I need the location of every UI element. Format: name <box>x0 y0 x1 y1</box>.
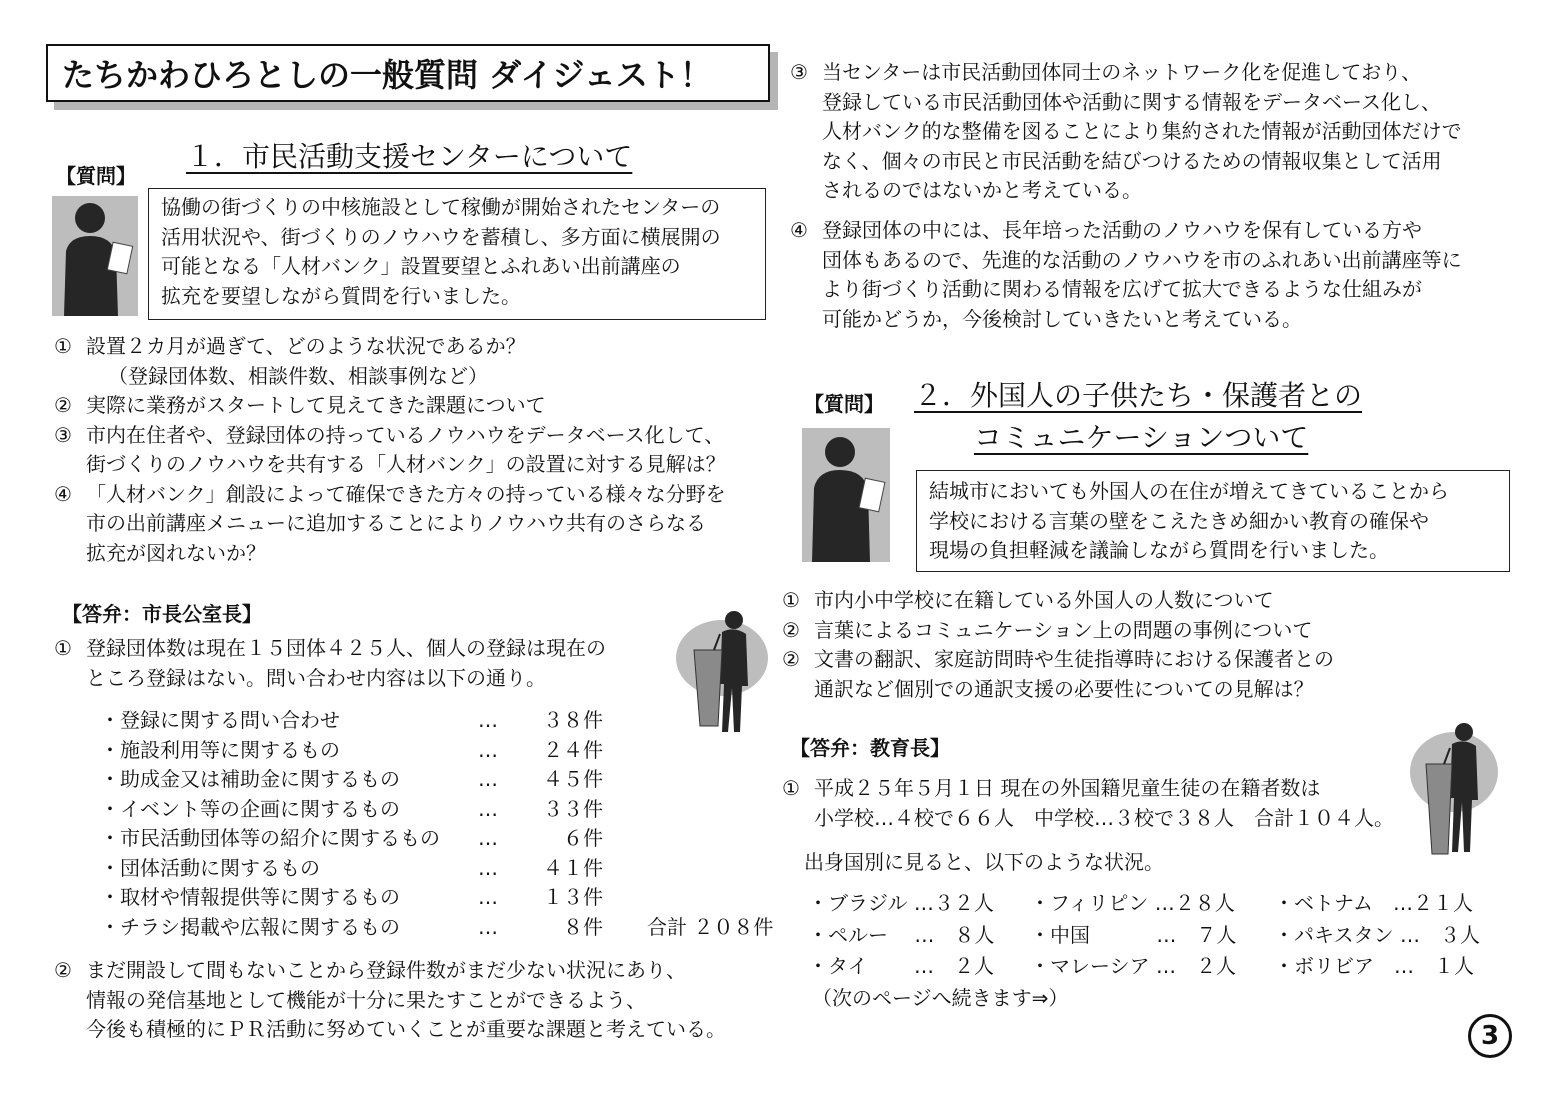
country-item: ・フィリピン …２８人 <box>1030 891 1235 915</box>
figure-head <box>75 203 105 233</box>
list-item: ④ 「人材バンク」創設によって確保できた方々の持っている様々な分野を <box>54 481 726 506</box>
list-item: ② まだ開設して間もないことから登録件数がまだ少ない状況にあり、 <box>54 958 686 982</box>
qbox2-line: 現場の負担軽減を議論しながら質問を行いました。 <box>929 538 1389 562</box>
podium-speaker-2 <box>1408 716 1508 856</box>
continued-note: （次のページへ続きます⇒） <box>812 986 1069 1010</box>
section1-questions <box>54 332 726 568</box>
section2-heading-line1: ２．外国人の子供たち・保護者との <box>914 379 1363 412</box>
list-item: ④ 登録団体の中には、長年培った活動のノウハウを保有している方や <box>790 218 1422 242</box>
podium <box>1426 764 1452 854</box>
figure-body <box>812 470 870 562</box>
list-item-cont: 小学校…４校で６６人 中学校…３校で３８人 合計１０４人。 <box>814 805 1394 830</box>
speaker-figure-2 <box>802 428 890 562</box>
figure-body <box>64 236 118 316</box>
table-row: ・施設利用等に関するもの … ２４件 <box>100 737 603 762</box>
list-item: ① 市内小中学校に在籍している外国人の人数について <box>782 588 1274 612</box>
list-item-cont: なく、個々の市民と市民活動を結びつけるための情報収集として活用 <box>822 148 1442 173</box>
list-item-cont: 通訳など個別での通訳支援の必要性についての見解は？ <box>814 676 1314 701</box>
country-item: ・ブラジル …３２人 <box>808 891 994 915</box>
country-item: ・ベトナム …２１人 <box>1274 891 1473 915</box>
list-item-cont: 可能かどうか，今後検討していきたいと考えている。 <box>822 306 1302 331</box>
question-box-1 <box>148 188 766 320</box>
qbox1-line: 可能となる「人材バンク」設置要望とふれあい出前講座の <box>161 254 681 278</box>
list-item-cont: 団体もあるので、先進的な活動のノウハウを市のふれあい出前講座等に <box>822 247 1462 272</box>
list-item-cont: 市の出前講座メニューに追加することによりノウハウ共有のさらなる <box>86 511 706 535</box>
table-row: ・取材や情報提供等に関するもの … １３件 <box>100 885 603 909</box>
list-item: ③ 当センターは市民活動団体同士のネットワーク化を促進しており、 <box>790 60 1422 84</box>
country-item: ・マレーシア … ２人 <box>1030 954 1236 978</box>
country-grid <box>808 888 1514 983</box>
list-item: ② 実際に業務がスタートして見えてきた課題について <box>54 393 546 417</box>
list-item-cont: より街づくり活動に関わる情報を広げて拡大できるような仕組みが <box>822 277 1422 301</box>
country-item: ・タイ … ２人 <box>808 954 994 978</box>
figure-head <box>1455 723 1473 741</box>
table-row: ・イベント等の企画に関するもの … ３３件 <box>100 796 603 821</box>
list-item-cont: 拡充が図れないか？ <box>86 540 266 565</box>
country-item: ・ボリビア … １人 <box>1274 954 1474 978</box>
section2-heading-line2: コミュニケーションついて <box>974 421 1309 454</box>
country-item: ・パキスタン … ３人 <box>1274 922 1480 947</box>
section1-heading: １．市民活動支援センターについて <box>186 140 633 173</box>
list-item-cont: されるのではないかと考えている。 <box>822 178 1142 202</box>
answer-label-1: 【答弁：市長公室長】 <box>62 602 262 626</box>
qbox2-line: 結城市においても外国人の在住が増えてきていることから <box>929 479 1449 503</box>
question-box-2 <box>916 470 1510 572</box>
list-item: ① 平成２５年５月１日 現在の外国籍児童生徒の在籍者数は <box>782 776 1321 800</box>
list-item: ② 言葉によるコミュニケーション上の問題の事例について <box>782 617 1313 642</box>
list-item-cont: 情報の発信基地として機能が十分に果たすことができるよう、 <box>86 987 646 1012</box>
list-item: ② 文書の翻訳、家庭訪問時や生徒指導時における保護者との <box>782 647 1334 671</box>
list-item: ③ 市内在住者や、登録団体の持っているノウハウをデータベース化して、 <box>54 422 725 447</box>
section2-answer1 <box>782 774 1394 833</box>
origin-intro: 出身国別に見ると、以下のような状況。 <box>804 850 1164 874</box>
table-row: ・チラシ掲載や広報に関するもの … ８件 合計 ２０８件 <box>100 913 773 943</box>
speaker-figure-1 <box>52 196 138 316</box>
section2-questions <box>782 586 1334 704</box>
page-title: たちかわひろとしの一般質問 ダイジェスト！ <box>46 44 770 102</box>
page-number: 3 <box>1468 1014 1512 1058</box>
table-row: ・市民活動団体等の紹介に関するもの … ６件 <box>100 826 603 850</box>
country-item: ・中国 … ７人 <box>1030 922 1237 947</box>
answer4 <box>790 216 1462 334</box>
table-row: ・登録に関する問い合わせ … ３８件 <box>100 708 603 732</box>
qbox1-line: 協働の街づくりの中核施設として稼働が開始されたセンターの <box>161 195 721 219</box>
qbox1-line: 拡充を要望しながら質問を行いました。 <box>161 283 521 308</box>
figure-head <box>725 611 743 629</box>
table-row: ・団体活動に関するもの … ４１件 <box>100 855 603 880</box>
list-item: ① 登録団体数は現在１５団体４２５人、個人の登録は現在の <box>54 636 606 660</box>
qbox1-line: 活用状況や、街づくりのノウハウを蓄積し、多方面に横展開の <box>161 224 721 249</box>
answer1 <box>54 634 606 693</box>
figure-head <box>825 437 855 467</box>
list-item-cont: 街づくりのノウハウを共有する「人材バンク」の設置に対する見解は？ <box>86 452 726 476</box>
inquiry-total: 合計 ２０８件 <box>647 914 774 939</box>
country-item: ・ペルー … ８人 <box>808 922 995 947</box>
inquiry-table <box>100 706 773 942</box>
list-item-cont: （登録団体数、相談件数、相談事例など） <box>108 363 488 388</box>
list-item: ① 設置２カ月が過ぎて、どのような状況であるか？ <box>54 334 526 358</box>
list-item-cont: 今後も積極的にＰＲ活動に努めていくことが重要な課題と考えている。 <box>86 1017 726 1041</box>
qbox2-line: 学校における言葉の壁をこえたきめ細かい教育の確保や <box>929 508 1429 533</box>
question-label-2: 【質問】 <box>804 392 884 416</box>
list-item-cont: 登録している市民活動団体や活動に関する情報をデータベース化し、 <box>822 89 1441 114</box>
figure-body <box>1450 741 1478 852</box>
list-item-cont: ところ登録はない。問い合わせ内容は以下の通り。 <box>86 665 546 690</box>
answer-label-2: 【答弁：教育長】 <box>790 736 950 760</box>
question-label-1: 【質問】 <box>56 164 136 188</box>
table-row: ・助成金又は補助金に関するもの … ４５件 <box>100 767 603 791</box>
answer2 <box>54 956 726 1045</box>
list-item-cont: 人材バンク的な整備を図ることにより集約された情報が活動団体だけで <box>822 119 1462 143</box>
answer3 <box>790 58 1462 206</box>
